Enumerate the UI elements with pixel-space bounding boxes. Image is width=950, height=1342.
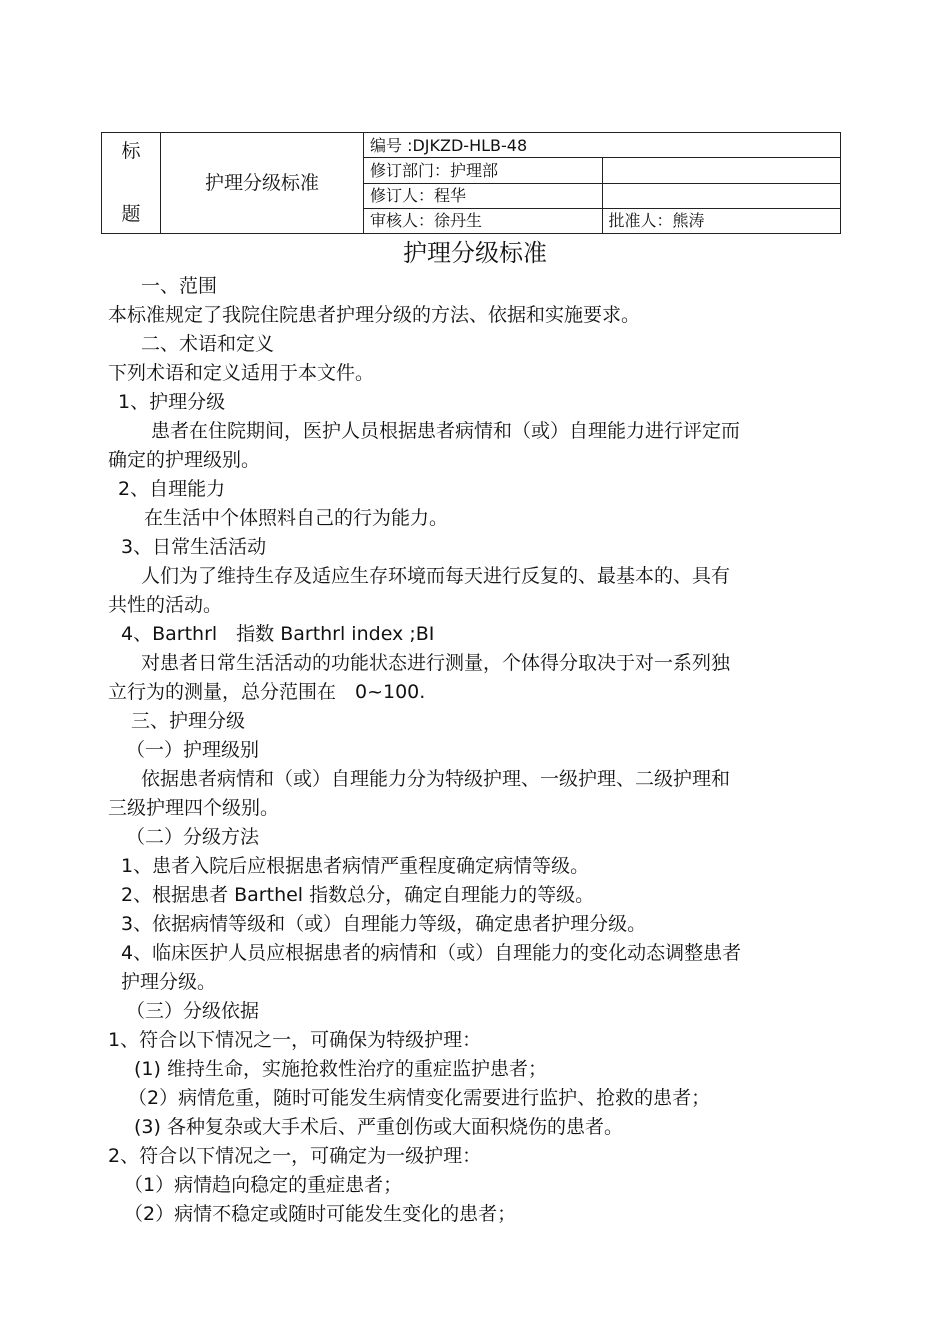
empty-cell — [602, 183, 841, 208]
list-item: 2、符合以下情况之一，可确定为一级护理： — [108, 1145, 482, 1167]
subsection-heading: （二）分级方法 — [126, 826, 260, 848]
section-heading: 一、范围 — [141, 275, 218, 297]
list-item: (1) 维持生命，实施抢救性治疗的重症监护患者； — [134, 1058, 547, 1080]
doc-number: 编号 :DJKZD-HLB-48 — [364, 133, 841, 158]
list-item: （2）病情危重，随时可能发生病情变化需要进行监护、抢救的患者； — [128, 1087, 711, 1109]
list-item: 1、符合以下情况之一，可确保为特级护理： — [108, 1029, 482, 1051]
subsection-heading: （三）分级依据 — [126, 1000, 260, 1022]
list-item: 护理分级。 — [121, 971, 217, 993]
label-top: 标 — [121, 140, 141, 162]
list-item: 1、患者入院后应根据患者病情严重程度确定病情等级。 — [121, 855, 590, 877]
list-item: （2）病情不稳定或随时可能发生变化的患者； — [124, 1203, 517, 1225]
paragraph-line: 共性的活动。 — [108, 594, 223, 616]
term-heading: 2、自理能力 — [118, 478, 226, 500]
section-heading: 三、护理分级 — [131, 710, 246, 732]
paragraph-line: 对患者日常生活活动的功能状态进行测量，个体得分取决于对一系列独 — [141, 652, 731, 674]
paragraph-line: 确定的护理级别。 — [108, 449, 261, 471]
list-item: （1）病情趋向稳定的重症患者； — [124, 1174, 403, 1196]
approver: 批准人：熊涛 — [602, 208, 841, 233]
paragraph-line: 患者在住院期间，医护人员根据患者病情和（或）自理能力进行评定而 — [151, 420, 741, 442]
list-item: 4、临床医护人员应根据患者的病情和（或）自理能力的变化动态调整患者 — [121, 942, 742, 964]
reviewer: 审核人：徐丹生 — [364, 208, 603, 233]
paragraph-line: 依据患者病情和（或）自理能力分为特级护理、一级护理、二级护理和 — [141, 768, 731, 790]
paragraph-line: 人们为了维持生存及适应生存环境而每天进行反复的、最基本的、具有 — [141, 565, 731, 587]
label-bottom: 题 — [121, 203, 141, 225]
reviser: 修订人：程华 — [364, 183, 603, 208]
header-table — [101, 132, 841, 234]
label-cell — [102, 133, 161, 234]
term-heading: 4、Barthrl 指数 Barthrl index ;BI — [121, 623, 435, 645]
term-heading: 1、护理分级 — [118, 391, 226, 413]
term-heading: 3、日常生活活动 — [121, 536, 267, 558]
section-heading: 二、术语和定义 — [141, 333, 275, 355]
list-item: 2、根据患者 Barthel 指数总分，确定自理能力的等级。 — [121, 884, 595, 906]
empty-cell — [602, 158, 841, 183]
paragraph-line: 在生活中个体照料自己的行为能力。 — [144, 507, 449, 529]
header-title: 护理分级标准 — [161, 133, 364, 234]
revision-dept: 修订部门：护理部 — [364, 158, 603, 183]
paragraph-line: 本标准规定了我院住院患者护理分级的方法、依据和实施要求。 — [108, 304, 641, 326]
document-title: 护理分级标准 — [403, 239, 547, 267]
paragraph-line: 下列术语和定义适用于本文件。 — [108, 362, 375, 384]
list-item: 3、依据病情等级和（或）自理能力等级，确定患者护理分级。 — [121, 913, 647, 935]
paragraph-line: 三级护理四个级别。 — [108, 797, 280, 819]
subsection-heading: （一）护理级别 — [126, 739, 260, 761]
paragraph-line: 立行为的测量，总分范围在 0~100. — [108, 681, 426, 703]
list-item: (3) 各种复杂或大手术后、严重创伤或大面积烧伤的患者。 — [134, 1116, 623, 1138]
